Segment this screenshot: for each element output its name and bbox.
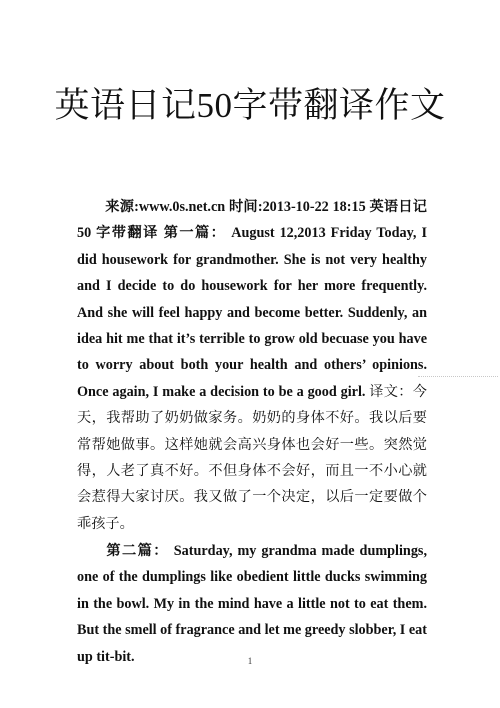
document-title: 英语日记50字带翻译作文 [54, 86, 446, 125]
paragraph-first [77, 194, 427, 537]
second-entry-english: Saturday, my grandma made dumplings, one of the dumplings like obedient little ducks swimming in the bowl. My in the mind have a little not to eat them. But the smell of fragrance and let me greedy slobber, I eat up tit-bit. [77, 543, 427, 665]
first-entry-english: August 12,2013 Friday Today, I did housework for grandmother. She is not very healthy and I decide to do housework for her more frequently. And she will feel happy and become better. Suddenly, an idea hit me that it’s terrible to grow old becuase you have to worry about both your health and others’ opinions. Once again, I make a decision to be a good girl. [77, 225, 427, 400]
paragraph-second [77, 538, 427, 670]
source-line: 来源:www.0s.net.cn 时间:2013-10-22 18:15 英语日记 50 字带翻译 第一篇： [77, 199, 427, 242]
dotted-divider [418, 376, 498, 377]
page-number: 1 [247, 656, 253, 666]
second-entry-label: 第二篇： [105, 543, 169, 559]
first-entry-translation: 译文：今天，我帮助了奶奶做家务。奶奶的身体不好。我以后要常帮她做事。这样她就会高兴身体也会好一些。突然觉得，人老了真不好。不但身体不会好，而且一不小心就会惹得大家讨厌。我又做了一个决定，以后一定要做个乖孩子。 [77, 383, 427, 532]
